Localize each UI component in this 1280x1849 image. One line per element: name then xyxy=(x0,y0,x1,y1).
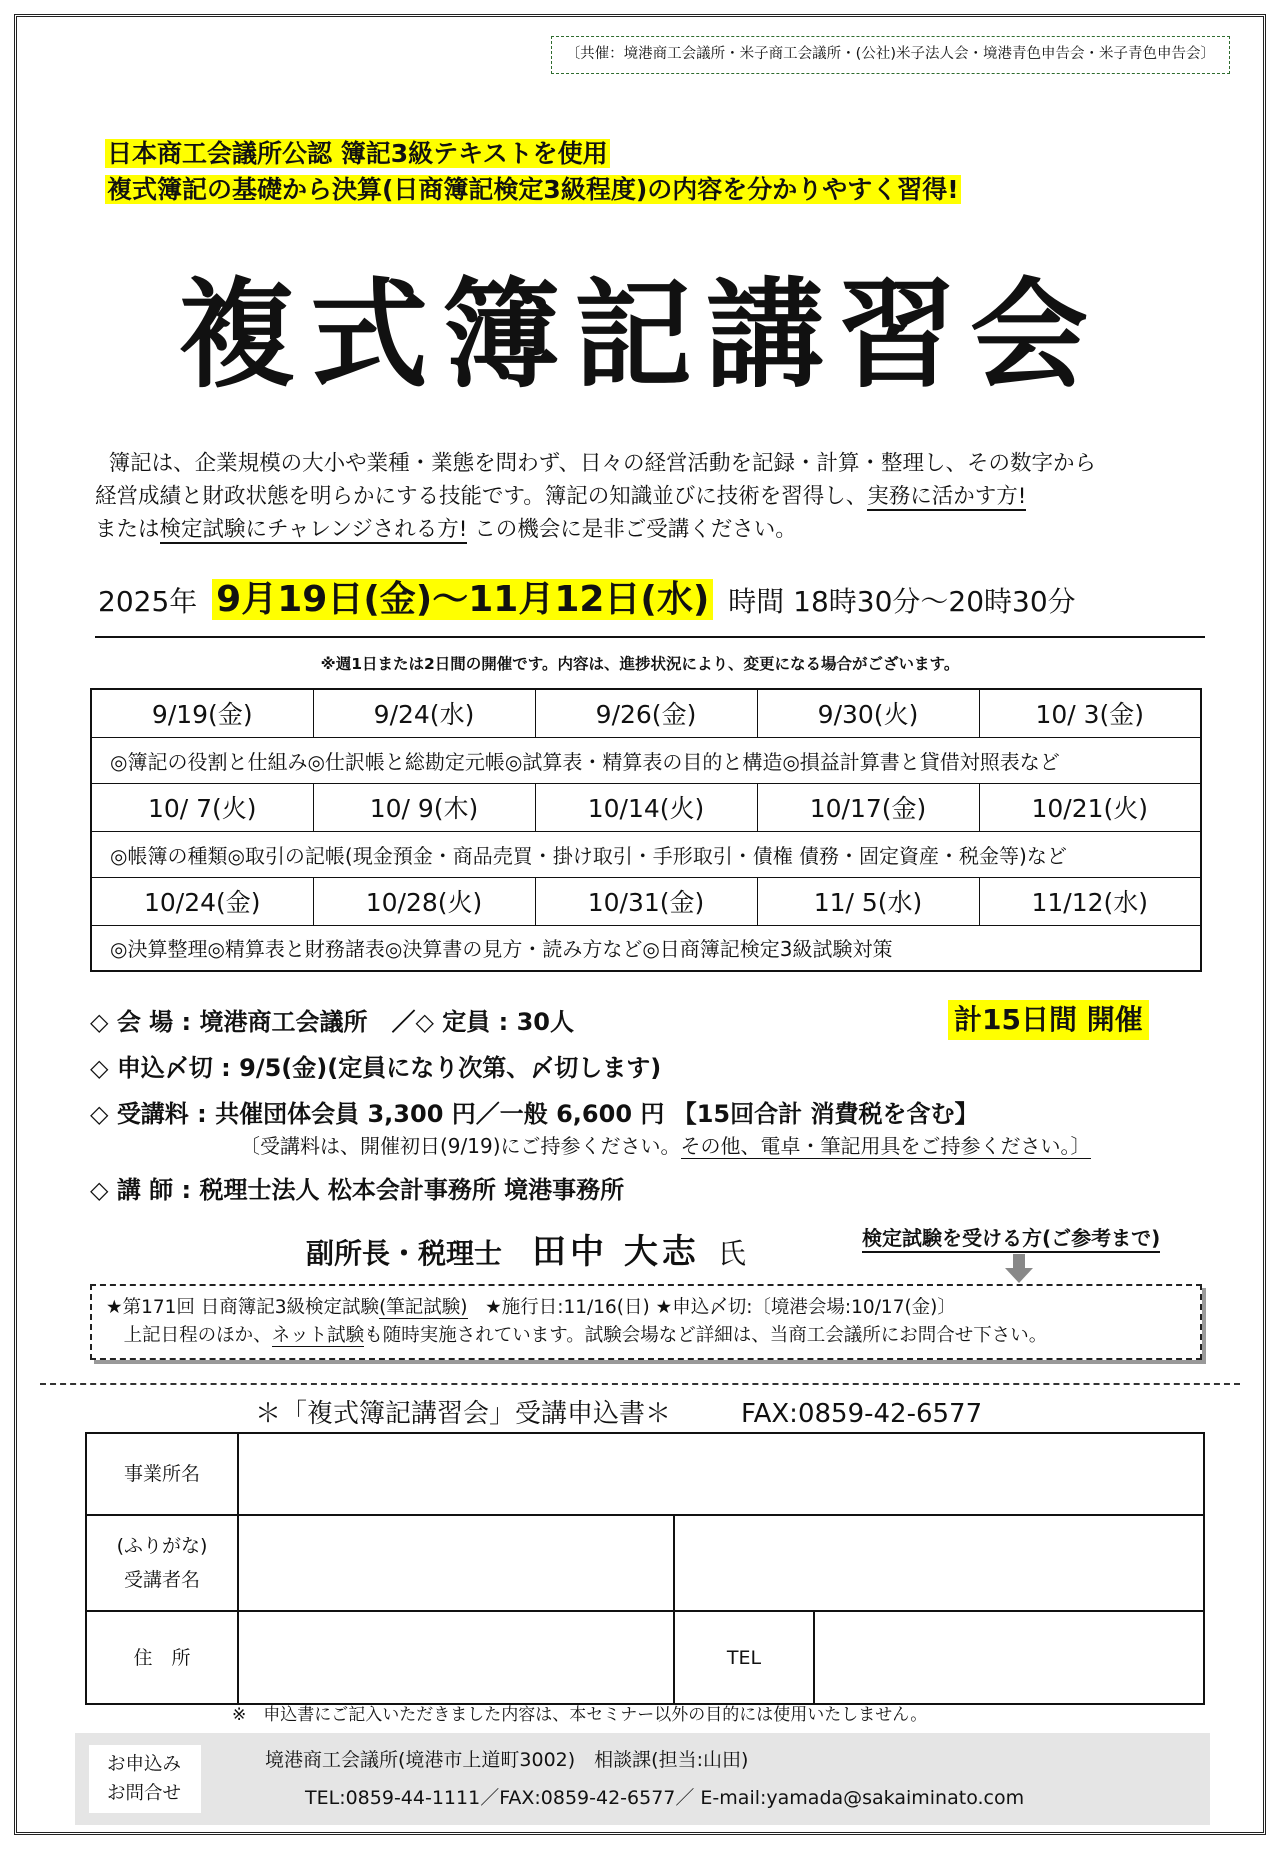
lecturer-suffix: 氏 xyxy=(717,1237,746,1270)
attendee-name-field[interactable] xyxy=(238,1515,674,1611)
exam-line-1a: ★第171回 日商簿記3級検定試験 xyxy=(106,1297,380,1318)
schedule-table xyxy=(90,688,1202,972)
intro-line-2: 複式簿記の基礎から決算(日商簿記検定3級程度)の内容を分かりやすく習得! xyxy=(107,175,959,204)
schedule-date: 9/24(水) xyxy=(313,689,535,737)
exam-line-2b: ネット試験 xyxy=(271,1325,365,1346)
application-form xyxy=(85,1432,1205,1705)
date-line xyxy=(98,575,1076,627)
fee-note-b: その他、電卓・筆記用具をご持参ください。〕 xyxy=(680,1134,1091,1158)
arrow-down-icon xyxy=(1003,1254,1035,1284)
contact-phone-email: TEL:0859-44-1111／FAX:0859-42-6577／ E-mail:yamada@sakaiminato.com xyxy=(305,1787,1025,1809)
exam-line-2c: も随時実施されています。試験会場など詳細は、当商工会議所にお問合せ下さい。 xyxy=(364,1325,1048,1346)
schedule-date: 9/30(火) xyxy=(757,689,979,737)
period: 9月19日(金)〜11月12日(水) xyxy=(212,579,713,620)
description xyxy=(95,447,1205,546)
company-field[interactable] xyxy=(238,1433,1204,1515)
form-title: ＊「複式簿記講習会」受講申込書＊ xyxy=(255,1399,672,1429)
year: 2025年 xyxy=(98,585,198,618)
lecturer-info: ◇ 講 師 : 税理士法人 松本会計事務所 境港事務所 xyxy=(90,1176,625,1204)
schedule-date: 10/21(火) xyxy=(979,783,1201,831)
form-fax: FAX:0859-42-6577 xyxy=(741,1399,983,1429)
company-label: 事業所名 xyxy=(86,1433,238,1515)
schedule-date: 10/ 9(木) xyxy=(313,783,535,831)
exam-line-1c: ★施行日:11/16(日) ★申込〆切:〔境港会場:10/17(金)〕 xyxy=(485,1297,956,1318)
contact-label-1: お申込み xyxy=(107,1754,182,1775)
total-days-badge: 計15日間 開催 xyxy=(948,1000,1149,1040)
address-label: 住 所 xyxy=(86,1611,238,1704)
intro-line-1: 日本商工会議所公認 簿記3級テキストを使用 xyxy=(107,139,608,168)
intro-block xyxy=(105,136,961,208)
contact-address: 境港商工会議所(境港市上道町3002) 相談課(担当:山田) xyxy=(265,1749,749,1771)
schedule-topic: ◎決算整理◎精算表と財務諸表◎決算書の見方・読み方など◎日商簿記検定3級試験対策 xyxy=(91,925,1201,971)
schedule-note: ※週1日または2日間の開催です。内容は、進捗状況により、変更になる場合がございます。 xyxy=(320,655,960,673)
lecturer-name: 田中 大志 xyxy=(532,1232,700,1272)
exam-ref-label: 検定試験を受ける方(ご参考まで) xyxy=(862,1222,1160,1253)
contact-label xyxy=(89,1745,201,1813)
exam-line-1b: (筆記試験) xyxy=(379,1297,468,1318)
privacy-note: ※ 申込書にご記入いただきました内容は、本セミナー以外の目的には使用いたしません。 xyxy=(232,1705,928,1725)
desc-line-3a: または xyxy=(95,517,160,542)
exam-line-2a: 上記日程のほか、 xyxy=(123,1325,272,1346)
contact-label-2: お問合せ xyxy=(107,1783,182,1804)
address-field[interactable] xyxy=(238,1611,674,1704)
schedule-dates-row xyxy=(91,689,1201,737)
deadline-info: ◇ 申込〆切 : 9/5(金)(定員になり次第、〆切します) xyxy=(90,1054,662,1082)
schedule-date: 10/31(金) xyxy=(535,877,757,925)
contact-box xyxy=(75,1733,1210,1825)
desc-highlight-practice: 実務に活かす方! xyxy=(867,484,1027,509)
attendee-name-field-2[interactable] xyxy=(674,1515,1204,1611)
lecturer-role: 副所長・税理士 xyxy=(306,1237,503,1270)
fee-info: ◇ 受講料 : 共催団体会員 3,300 円／一般 6,600 円 【15回合計 消費税を含む】 xyxy=(90,1100,979,1128)
schedule-date: 10/17(金) xyxy=(757,783,979,831)
tel-label: TEL xyxy=(674,1611,814,1704)
date-rule xyxy=(95,636,1205,638)
desc-line-3c: この機会に是非ご受講ください。 xyxy=(474,517,797,542)
lecturer-line xyxy=(306,1224,746,1273)
schedule-topic-row xyxy=(91,925,1201,971)
schedule-date: 9/19(金) xyxy=(91,689,313,737)
schedule-date: 10/24(金) xyxy=(91,877,313,925)
fee-note xyxy=(240,1130,1091,1159)
tel-field[interactable] xyxy=(814,1611,1204,1704)
fee-note-a: 〔受講料は、開催初日(9/19)にご持参ください。 xyxy=(240,1134,681,1158)
cut-line xyxy=(40,1383,1240,1385)
schedule-topic: ◎簿記の役割と仕組み◎仕訳帳と総勘定元帳◎試算表・精算表の目的と構造◎損益計算書と貸借対照表など xyxy=(91,737,1201,783)
desc-highlight-exam: 検定試験にチャレンジされる方! xyxy=(159,517,468,542)
schedule-topic-row xyxy=(91,737,1201,783)
schedule-date: 11/ 5(水) xyxy=(757,877,979,925)
desc-line-2: 経営成績と財政状態を明らかにする技能です。簿記の知識並びに技術を習得し、 xyxy=(95,484,868,509)
schedule-date: 10/28(火) xyxy=(313,877,535,925)
schedule-dates-row xyxy=(91,877,1201,925)
schedule-date: 9/26(金) xyxy=(535,689,757,737)
venue-info: ◇ 会 場 : 境港商工会議所 ／◇ 定員 : 30人 xyxy=(90,1008,574,1036)
schedule-date: 10/14(火) xyxy=(535,783,757,831)
schedule-topic-row xyxy=(91,831,1201,877)
furigana-label: (ふりがな) xyxy=(116,1535,208,1557)
schedule-date: 11/12(水) xyxy=(979,877,1201,925)
attendee-name-label: 受講者名 xyxy=(123,1569,200,1591)
schedule-date: 10/ 7(火) xyxy=(91,783,313,831)
schedule-topic: ◎帳簿の種類◎取引の記帳(現金預金・商品売買・掛け取引・手形取引・債権 債務・固定資産・税金等)など xyxy=(91,831,1201,877)
exam-info-box xyxy=(90,1284,1202,1360)
schedule-dates-row xyxy=(91,783,1201,831)
cohost-note: 〔共催：境港商工会議所・米子商工会議所・(公社)米子法人会・境港青色申告会・米子青色申告会〕 xyxy=(551,36,1230,74)
form-title-line xyxy=(255,1393,982,1430)
name-label xyxy=(86,1515,238,1611)
time: 時間 18時30分〜20時30分 xyxy=(728,585,1076,618)
page-title: 複式簿記講習会 xyxy=(177,265,1102,404)
desc-line-1: 簿記は、企業規模の大小や業種・業態を問わず、日々の経営活動を記録・計算・整理し、その数字から xyxy=(108,451,1096,476)
schedule-date: 10/ 3(金) xyxy=(979,689,1201,737)
